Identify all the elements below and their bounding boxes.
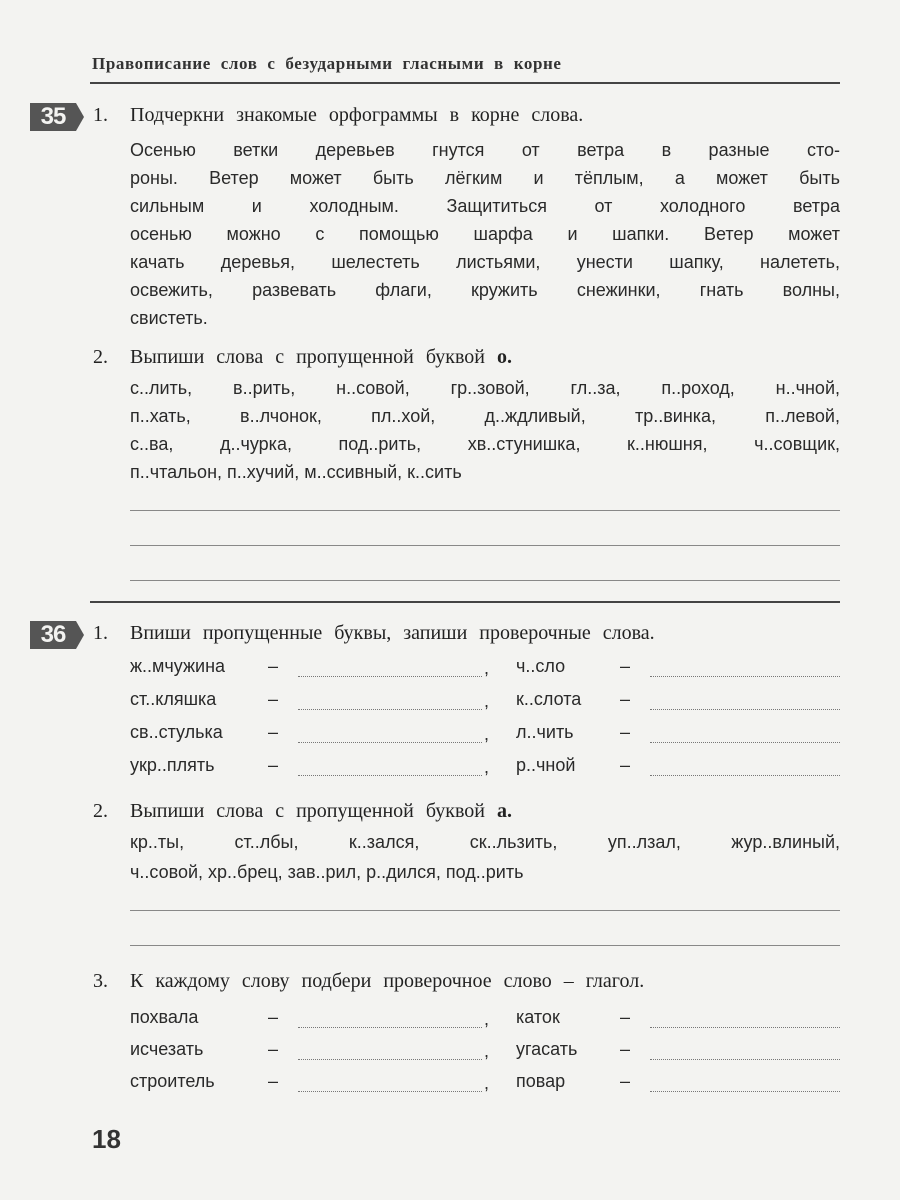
answer-blank-left[interactable] bbox=[298, 1027, 482, 1028]
row-word-left: строитель bbox=[130, 1071, 215, 1091]
dash: – bbox=[268, 1007, 279, 1027]
text-line: качать деревья, шелестеть листьями, унести шапку, налететь, bbox=[130, 252, 840, 272]
exercise-number-badge: 35 bbox=[30, 103, 76, 131]
comma: , bbox=[484, 691, 490, 711]
answer-blank-left[interactable] bbox=[298, 1059, 482, 1060]
text-line: п..хать, в..лчонок, пл..хой, д..ждливый, тр..винка, п..левой, bbox=[130, 406, 840, 426]
text-line: Осенью ветки деревьев гнутся от ветра в разные сто- bbox=[130, 140, 840, 160]
answer-blank-left[interactable] bbox=[298, 676, 482, 677]
comma: , bbox=[484, 658, 490, 678]
task-instruction: 1. Подчеркни знакомые орфограммы в корне слова. bbox=[93, 104, 584, 126]
row-word-right: угасать bbox=[516, 1039, 578, 1059]
row-word-left: укр..плять bbox=[130, 755, 215, 775]
text-line: кр..ты, ст..лбы, к..зался, ск..льзить, уп..лзал, жур..влиный, bbox=[130, 832, 840, 852]
comma: , bbox=[484, 757, 490, 777]
text-line: п..чтальон, п..хучий, м..ссивный, к..сить bbox=[130, 462, 462, 482]
answer-blank-left[interactable] bbox=[298, 742, 482, 743]
text-line: освежить, развевать флаги, кружить снежинки, гнать волны, bbox=[130, 280, 840, 300]
writing-line[interactable] bbox=[130, 945, 840, 946]
dash: – bbox=[620, 689, 631, 709]
task-instruction: 2. Выпиши слова с пропущенной буквой о. bbox=[93, 346, 513, 368]
page-number: 18 bbox=[92, 1124, 121, 1154]
answer-blank-left[interactable] bbox=[298, 775, 482, 776]
comma: , bbox=[484, 1073, 490, 1093]
writing-line[interactable] bbox=[130, 510, 840, 511]
answer-blank-right[interactable] bbox=[650, 1059, 840, 1060]
dash: – bbox=[268, 689, 279, 709]
row-word-right: повар bbox=[516, 1071, 566, 1091]
page-header-title: Правописание слов с безударными гласными в корне bbox=[92, 54, 562, 73]
text-line: ч..совой, хр..брец, зав..рил, р..дился, под..рить bbox=[130, 862, 524, 882]
badge-chevron-icon bbox=[76, 621, 84, 649]
dash: – bbox=[268, 755, 279, 775]
answer-blank-right[interactable] bbox=[650, 1027, 840, 1028]
row-word-right: р..чной bbox=[516, 755, 576, 775]
badge-chevron-icon bbox=[76, 103, 84, 131]
answer-blank-right[interactable] bbox=[650, 709, 840, 710]
section-rule bbox=[90, 601, 840, 603]
writing-line[interactable] bbox=[130, 580, 840, 581]
writing-line[interactable] bbox=[130, 910, 840, 911]
dash: – bbox=[620, 1039, 631, 1059]
dash: – bbox=[268, 1039, 279, 1059]
row-word-right: к..слота bbox=[516, 689, 582, 709]
exercise-number-badge: 36 bbox=[30, 621, 76, 649]
header-rule bbox=[90, 82, 840, 84]
answer-blank-right[interactable] bbox=[650, 1091, 840, 1092]
task-instruction: 2. Выпиши слова с пропущенной буквой а. bbox=[93, 800, 513, 822]
answer-blank-right[interactable] bbox=[650, 742, 840, 743]
dash: – bbox=[620, 755, 631, 775]
text-line: с..ва, д..чурка, под..рить, хв..стунишка, к..нюшня, ч..совщик, bbox=[130, 434, 840, 454]
comma: , bbox=[484, 1041, 490, 1061]
comma: , bbox=[484, 724, 490, 744]
row-word-left: исчезать bbox=[130, 1039, 204, 1059]
row-word-right: каток bbox=[516, 1007, 560, 1027]
dash: – bbox=[620, 722, 631, 742]
row-word-left: ст..кляшка bbox=[130, 689, 217, 709]
dash: – bbox=[620, 656, 631, 676]
text-line: роны. Ветер может быть лёгким и тёплым, а может быть bbox=[130, 168, 840, 188]
task-instruction: 1. Впиши пропущенные буквы, запиши проверочные слова. bbox=[93, 622, 655, 644]
answer-blank-left[interactable] bbox=[298, 709, 482, 710]
row-word-right: л..чить bbox=[516, 722, 574, 742]
dash: – bbox=[268, 656, 279, 676]
row-word-left: св..стулька bbox=[130, 722, 223, 742]
text-line: свистеть. bbox=[130, 308, 208, 328]
comma: , bbox=[484, 1009, 490, 1029]
row-word-left: ж..мчужина bbox=[130, 656, 226, 676]
text-line: сильным и холодным. Защититься от холодного ветра bbox=[130, 196, 840, 216]
answer-blank-left[interactable] bbox=[298, 1091, 482, 1092]
task-instruction: 3. К каждому слову подбери проверочное слово – глагол. bbox=[93, 970, 645, 992]
dash: – bbox=[268, 722, 279, 742]
text-line: с..лить, в..рить, н..совой, гр..зовой, гл..за, п..роход, н..чной, bbox=[130, 378, 840, 398]
text-line: осенью можно с помощью шарфа и шапки. Ветер может bbox=[130, 224, 840, 244]
row-word-left: похвала bbox=[130, 1007, 199, 1027]
writing-line[interactable] bbox=[130, 545, 840, 546]
answer-blank-right[interactable] bbox=[650, 676, 840, 677]
row-word-right: ч..сло bbox=[516, 656, 566, 676]
dash: – bbox=[620, 1071, 631, 1091]
dash: – bbox=[620, 1007, 631, 1027]
answer-blank-right[interactable] bbox=[650, 775, 840, 776]
dash: – bbox=[268, 1071, 279, 1091]
